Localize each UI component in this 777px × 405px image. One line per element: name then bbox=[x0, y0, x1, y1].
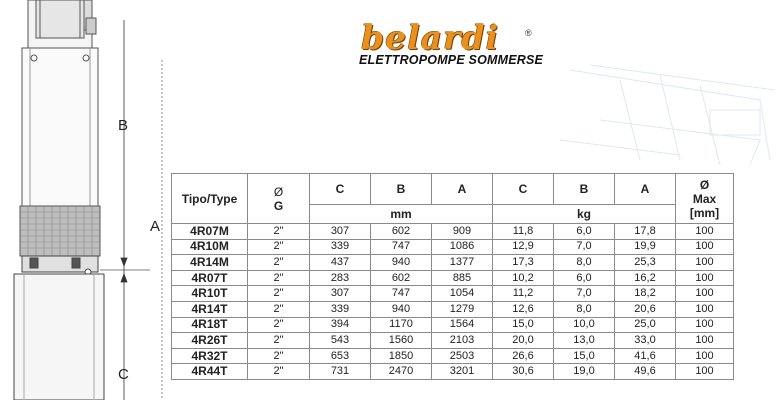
cell-c-kg: 17,3 bbox=[493, 255, 554, 271]
table-row bbox=[172, 224, 734, 240]
cell-b-kg: 7,0 bbox=[554, 239, 615, 255]
pump-drawing bbox=[0, 0, 170, 400]
cell-g: 2" bbox=[248, 317, 310, 333]
header-c-kg: C bbox=[493, 174, 554, 205]
header-g-label: G bbox=[273, 198, 284, 213]
table-row bbox=[172, 270, 734, 286]
cell-b-mm: 1170 bbox=[371, 317, 432, 333]
cell-g: 2" bbox=[248, 239, 310, 255]
header-g bbox=[248, 174, 310, 224]
cell-c-mm: 394 bbox=[310, 317, 371, 333]
header-max-symbol: Ø bbox=[699, 177, 710, 192]
cell-g: 2" bbox=[248, 333, 310, 349]
spec-table bbox=[171, 173, 734, 380]
cell-type: 4R07T bbox=[172, 270, 248, 286]
cell-type: 4R32T bbox=[172, 348, 248, 364]
cell-c-mm: 307 bbox=[310, 224, 371, 240]
header-a-mm: A bbox=[432, 174, 493, 205]
cell-c-mm: 437 bbox=[310, 255, 371, 271]
table-row bbox=[172, 333, 734, 349]
cell-type: 4R18T bbox=[172, 317, 248, 333]
cell-b-kg: 10,0 bbox=[554, 317, 615, 333]
cell-a-mm: 1086 bbox=[432, 239, 493, 255]
header-unit-mm: mm bbox=[310, 205, 493, 224]
cell-b-kg: 8,0 bbox=[554, 301, 615, 317]
cell-a-kg: 19,9 bbox=[615, 239, 676, 255]
cell-a-kg: 20,6 bbox=[615, 301, 676, 317]
table-row bbox=[172, 364, 734, 380]
table-row bbox=[172, 286, 734, 302]
cell-a-kg: 16,2 bbox=[615, 270, 676, 286]
cell-c-kg: 12,6 bbox=[493, 301, 554, 317]
cell-c-kg: 20,0 bbox=[493, 333, 554, 349]
cell-a-kg: 33,0 bbox=[615, 333, 676, 349]
cell-a-mm: 1279 bbox=[432, 301, 493, 317]
header-max-unit: [mm] bbox=[689, 205, 720, 220]
table-row bbox=[172, 255, 734, 271]
brand-name: belardi bbox=[361, 18, 499, 57]
cell-b-kg: 19,0 bbox=[554, 364, 615, 380]
header-max-label: Max bbox=[692, 191, 717, 206]
cell-c-kg: 10,2 bbox=[493, 270, 554, 286]
cell-max: 100 bbox=[676, 255, 734, 271]
cell-b-mm: 940 bbox=[371, 255, 432, 271]
blueprint-decoration bbox=[560, 60, 777, 170]
cell-b-mm: 2470 bbox=[371, 364, 432, 380]
cell-b-mm: 940 bbox=[371, 301, 432, 317]
cell-b-kg: 15,0 bbox=[554, 348, 615, 364]
cell-a-mm: 1564 bbox=[432, 317, 493, 333]
cell-b-mm: 602 bbox=[371, 224, 432, 240]
cell-type: 4R14T bbox=[172, 301, 248, 317]
cell-max: 100 bbox=[676, 239, 734, 255]
cell-type: 4R10M bbox=[172, 239, 248, 255]
dimension-label-c: C bbox=[118, 366, 129, 383]
cell-a-mm: 2103 bbox=[432, 333, 493, 349]
brand-tagline: ELETTROPOMPE SOMMERSE bbox=[359, 53, 544, 67]
cell-b-mm: 747 bbox=[371, 286, 432, 302]
cell-b-mm: 1560 bbox=[371, 333, 432, 349]
cell-g: 2" bbox=[248, 286, 310, 302]
cell-c-kg: 11,8 bbox=[493, 224, 554, 240]
cell-c-mm: 731 bbox=[310, 364, 371, 380]
cell-max: 100 bbox=[676, 270, 734, 286]
cell-type: 4R44T bbox=[172, 364, 248, 380]
cell-g: 2" bbox=[248, 364, 310, 380]
dimension-label-b: B bbox=[118, 117, 129, 134]
cell-c-kg: 11,2 bbox=[493, 286, 554, 302]
header-max bbox=[676, 174, 734, 224]
cell-a-kg: 25,3 bbox=[615, 255, 676, 271]
registered-mark: ® bbox=[525, 28, 532, 38]
cell-c-kg: 12,9 bbox=[493, 239, 554, 255]
cell-b-kg: 8,0 bbox=[554, 255, 615, 271]
cell-c-kg: 15,0 bbox=[493, 317, 554, 333]
cell-type: 4R07M bbox=[172, 224, 248, 240]
cell-max: 100 bbox=[676, 224, 734, 240]
cell-b-kg: 13,0 bbox=[554, 333, 615, 349]
cell-g: 2" bbox=[248, 270, 310, 286]
cell-b-kg: 7,0 bbox=[554, 286, 615, 302]
header-c-mm: C bbox=[310, 174, 371, 205]
cell-c-kg: 30,6 bbox=[493, 364, 554, 380]
cell-c-mm: 283 bbox=[310, 270, 371, 286]
cell-b-mm: 602 bbox=[371, 270, 432, 286]
cell-type: 4R10T bbox=[172, 286, 248, 302]
cell-g: 2" bbox=[248, 348, 310, 364]
header-type: Tipo/Type bbox=[172, 174, 248, 224]
cell-max: 100 bbox=[676, 286, 734, 302]
cell-a-mm: 885 bbox=[432, 270, 493, 286]
cell-a-kg: 18,2 bbox=[615, 286, 676, 302]
cell-c-mm: 653 bbox=[310, 348, 371, 364]
cell-c-mm: 339 bbox=[310, 301, 371, 317]
table-row bbox=[172, 239, 734, 255]
cell-g: 2" bbox=[248, 224, 310, 240]
cell-max: 100 bbox=[676, 301, 734, 317]
cell-a-mm: 909 bbox=[432, 224, 493, 240]
header-unit-kg: kg bbox=[493, 205, 676, 224]
spec-table-body bbox=[172, 224, 734, 380]
cell-a-mm: 1054 bbox=[432, 286, 493, 302]
cell-g: 2" bbox=[248, 301, 310, 317]
cell-c-kg: 26,6 bbox=[493, 348, 554, 364]
table-row bbox=[172, 301, 734, 317]
cell-a-mm: 1377 bbox=[432, 255, 493, 271]
cell-a-kg: 17,8 bbox=[615, 224, 676, 240]
cell-type: 4R14M bbox=[172, 255, 248, 271]
cell-b-kg: 6,0 bbox=[554, 224, 615, 240]
cell-type: 4R26T bbox=[172, 333, 248, 349]
cell-b-mm: 1850 bbox=[371, 348, 432, 364]
spec-table-wrapper bbox=[171, 173, 734, 380]
cell-a-mm: 3201 bbox=[432, 364, 493, 380]
header-b-kg: B bbox=[554, 174, 615, 205]
table-row bbox=[172, 317, 734, 333]
cell-g: 2" bbox=[248, 255, 310, 271]
cell-a-kg: 49,6 bbox=[615, 364, 676, 380]
header-a-kg: A bbox=[615, 174, 676, 205]
cell-a-kg: 41,6 bbox=[615, 348, 676, 364]
cell-c-mm: 339 bbox=[310, 239, 371, 255]
header-g-symbol: Ø bbox=[273, 184, 284, 199]
brand-logo bbox=[357, 18, 557, 72]
cell-max: 100 bbox=[676, 348, 734, 364]
cell-c-mm: 307 bbox=[310, 286, 371, 302]
cell-max: 100 bbox=[676, 333, 734, 349]
cell-a-mm: 2503 bbox=[432, 348, 493, 364]
cell-b-mm: 747 bbox=[371, 239, 432, 255]
dimension-label-a: A bbox=[150, 218, 161, 235]
cell-max: 100 bbox=[676, 317, 734, 333]
pump-diagram bbox=[0, 0, 170, 400]
header-b-mm: B bbox=[371, 174, 432, 205]
cell-a-kg: 25,0 bbox=[615, 317, 676, 333]
cell-max: 100 bbox=[676, 364, 734, 380]
cell-c-mm: 543 bbox=[310, 333, 371, 349]
cell-b-kg: 6,0 bbox=[554, 270, 615, 286]
table-row bbox=[172, 348, 734, 364]
